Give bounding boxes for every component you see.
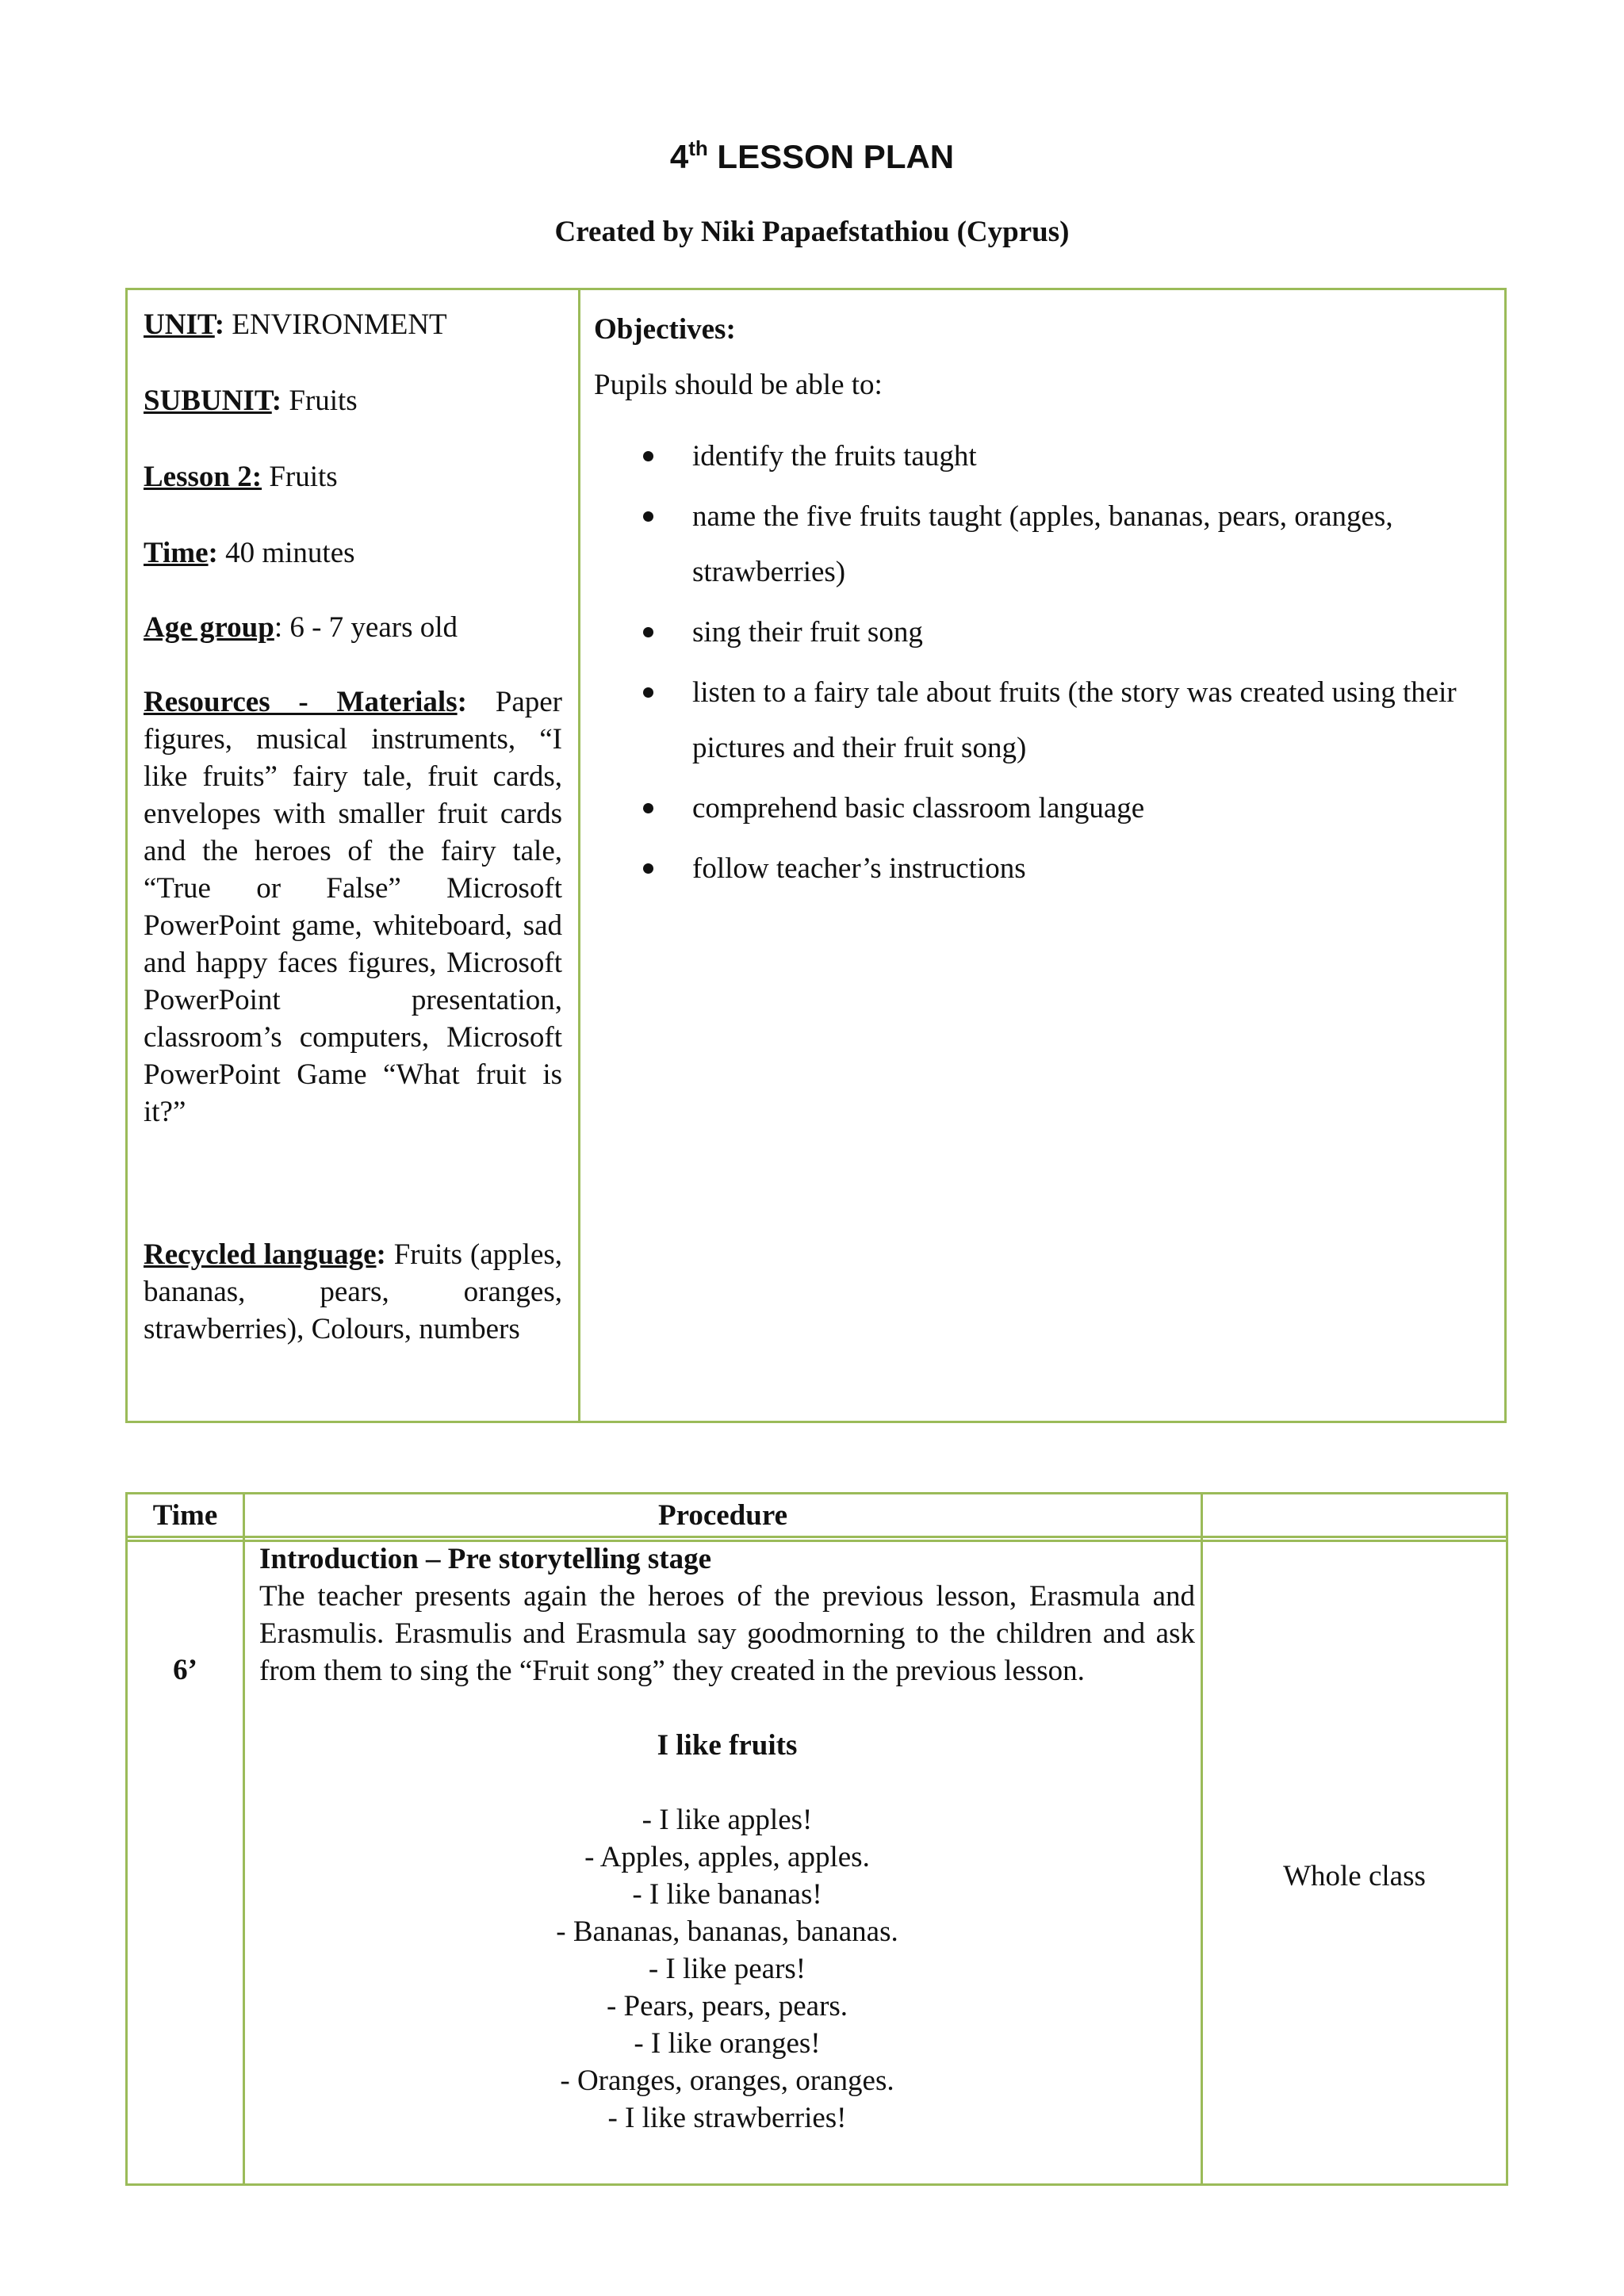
list-item: - Pears, pears, pears.: [606, 1990, 848, 2022]
row-time: 6’: [173, 1654, 197, 1686]
time-field: Time: 40 minutes: [144, 537, 355, 569]
objectives-title: Objectives:: [594, 313, 736, 346]
column-divider: [1201, 1494, 1203, 2183]
list-item: - Bananas, bananas, bananas.: [556, 1915, 898, 1948]
bullet-icon: [643, 803, 653, 813]
procedure-header: Procedure: [657, 1499, 788, 1532]
bullet-icon: [643, 451, 653, 461]
bullet-icon: [643, 687, 653, 698]
age-group-field: Age group: 6 - 7 years old: [144, 611, 458, 644]
list-item: - Apples, apples, apples.: [584, 1841, 870, 1873]
organization-header: [1203, 1494, 1506, 1537]
intro-heading: Introduction – Pre storytelling stage: [259, 1543, 712, 1575]
list-item: listen to a fairy tale about fruits (the story was created using their pictures and their fruit song): [594, 665, 1490, 776]
bullet-icon: [643, 627, 653, 637]
list-item: - I like strawberries!: [607, 2102, 847, 2134]
objectives-intro: Pupils should be able to:: [594, 369, 883, 401]
intro-text: The teacher presents again the heroes of the previous lesson, Erasmula and Erasmulis. Erasmulis and Erasmula say goodmorning to the children and ask from them to sing the “Fruit song” they created in the previous lesson.: [259, 1580, 1195, 1687]
bullet-icon: [643, 863, 653, 874]
list-item: - I like pears!: [648, 1953, 806, 1985]
list-item: - I like bananas!: [632, 1878, 822, 1911]
song-lyrics: [259, 1801, 1195, 2137]
bullet-icon: [643, 511, 653, 522]
list-item: - Oranges, oranges, oranges.: [560, 2064, 894, 2097]
list-item: follow teacher’s instructions: [594, 841, 1490, 897]
list-item: - I like apples!: [642, 1804, 813, 1836]
list-item: sing their fruit song: [594, 605, 1490, 660]
author-line: Created by Niki Papaefstathiou (Cyprus): [554, 216, 1070, 248]
list-item: identify the fruits taught: [594, 429, 1490, 484]
list-item: - I like oranges!: [634, 2027, 821, 2060]
organization-cell: Whole class: [1283, 1860, 1426, 1892]
unit-field: UNIT: ENVIRONMENT: [144, 308, 447, 341]
recycled-language-field: Recycled language: Fruits (apples, bananas, pears, oranges, strawberries), Colours, numbers: [144, 1238, 563, 1345]
subunit-field: SUBUNIT: Fruits: [144, 385, 358, 417]
column-divider: [578, 290, 580, 1421]
page-title: 4th LESSON PLAN: [669, 136, 955, 175]
time-header: Time: [152, 1499, 218, 1532]
procedure-table: [125, 1492, 1508, 2186]
objectives-list: [594, 429, 1490, 901]
column-divider: [243, 1494, 245, 2183]
lesson-field: Lesson 2: Fruits: [144, 461, 338, 493]
resources-field: Resources - Materials: Paper figures, musical instruments, “I like fruits” fairy tale, fruit cards, envelopes with smaller fruit cards and the heroes of the fairy tale, “True or False” Microsoft PowerPoint game, whiteboard, sad and happy faces figures, Microsoft PowerPoint presentation, classroom’s computers, Microsoft PowerPoint Game “What fruit is it?”: [144, 686, 562, 1128]
list-item: comprehend basic classroom language: [594, 781, 1490, 836]
procedure-cell: [259, 1540, 1195, 2137]
song-title: I like fruits: [657, 1729, 798, 1762]
lesson-info-table: [125, 288, 1507, 1423]
list-item: name the five fruits taught (apples, bananas, pears, oranges, strawberries): [594, 489, 1490, 600]
